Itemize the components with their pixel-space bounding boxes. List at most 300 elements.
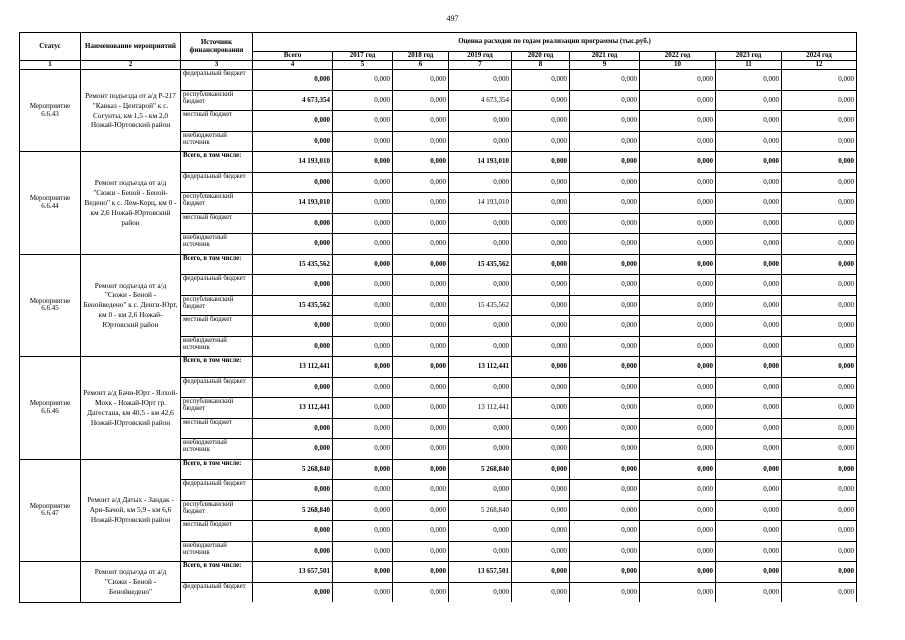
total-cell: 14 193,010 [253,193,333,214]
total-cell: 13 112,441 [253,357,333,378]
year-value-cell: 0,000 [393,316,449,337]
year-value-cell: 0,000 [570,480,640,501]
year-value-cell: 0,000 [570,295,640,316]
year-value-cell: 0,000 [782,336,857,357]
funding-source-cell: местный бюджет [181,521,253,542]
year-value-cell: 0,000 [716,357,782,378]
funding-source-cell: республиканский бюджет [181,500,253,521]
funding-source-cell: местный бюджет [181,111,253,132]
year-value-cell: 0,000 [449,111,512,132]
year-value-cell: 0,000 [782,398,857,419]
year-value-cell: 0,000 [782,541,857,562]
header-column-number: 2 [81,61,181,70]
year-value-cell: 0,000 [512,131,570,152]
year-value-cell: 0,000 [333,480,393,501]
year-value-cell: 0,000 [782,521,857,542]
year-value-cell: 0,000 [570,316,640,337]
funding-source-cell: внебюджетный источник [181,336,253,357]
year-value-cell: 0,000 [570,213,640,234]
year-value-cell: 0,000 [333,90,393,111]
year-value-cell: 0,000 [782,439,857,460]
year-value-cell: 0,000 [640,459,716,480]
year-value-cell: 0,000 [333,439,393,460]
header-column-number: 7 [449,61,512,70]
header-column-number: 8 [512,61,570,70]
year-value-cell: 0,000 [640,152,716,173]
year-value-cell: 0,000 [393,377,449,398]
year-value-cell: 14 193,010 [449,152,512,173]
total-cell: 14 193,010 [253,152,333,173]
year-value-cell: 0,000 [393,234,449,255]
total-cell: 0,000 [253,521,333,542]
year-value-cell: 0,000 [570,521,640,542]
year-value-cell: 0,000 [782,213,857,234]
funding-source-cell: Всего, в том числе: [181,152,253,173]
funding-source-cell: федеральный бюджет [181,480,253,501]
year-value-cell: 0,000 [393,398,449,419]
year-value-cell: 0,000 [333,562,393,583]
year-value-cell: 0,000 [512,459,570,480]
total-cell: 4 673,354 [253,90,333,111]
year-value-cell: 0,000 [716,234,782,255]
year-value-cell: 0,000 [782,377,857,398]
year-value-cell: 0,000 [333,316,393,337]
year-value-cell: 0,000 [716,459,782,480]
year-value-cell: 0,000 [716,111,782,132]
header-year: 2024 год [782,52,857,61]
measure-name-cell: Ремонт а/д Датых - Зандак - Ари-Бачой, км 5,9 - км 6,6 Ножай-Юртовский район [81,459,181,562]
header-name: Наименование мероприятий [81,33,181,61]
year-value-cell: 0,000 [640,336,716,357]
year-value-cell: 0,000 [449,336,512,357]
year-value-cell: 0,000 [333,500,393,521]
year-value-cell: 0,000 [716,562,782,583]
year-value-cell: 0,000 [393,111,449,132]
year-value-cell: 14 193,010 [449,193,512,214]
year-value-cell: 0,000 [640,213,716,234]
year-value-cell: 0,000 [782,275,857,296]
year-value-cell: 0,000 [512,193,570,214]
year-value-cell: 0,000 [570,275,640,296]
year-value-cell: 0,000 [716,398,782,419]
total-cell: 0,000 [253,172,333,193]
status-cell [20,562,81,603]
year-value-cell: 0,000 [782,500,857,521]
year-value-cell: 0,000 [512,480,570,501]
year-value-cell: 0,000 [512,295,570,316]
year-value-cell: 0,000 [393,213,449,234]
status-cell: Мероприятие 6.6.47 [20,459,81,562]
year-value-cell: 0,000 [716,500,782,521]
header-year: 2023 год [716,52,782,61]
year-value-cell: 0,000 [393,295,449,316]
year-value-cell: 0,000 [449,541,512,562]
year-value-cell: 0,000 [716,521,782,542]
total-cell: 0,000 [253,377,333,398]
year-value-cell: 0,000 [640,521,716,542]
header-year: 2022 год [640,52,716,61]
header-column-number: 3 [181,61,253,70]
year-value-cell: 0,000 [333,70,393,91]
year-value-cell: 0,000 [570,70,640,91]
funding-source-cell: внебюджетный источник [181,131,253,152]
year-value-cell: 0,000 [716,193,782,214]
year-value-cell: 0,000 [333,459,393,480]
year-value-cell: 0,000 [716,90,782,111]
table-row [20,357,857,378]
year-value-cell: 0,000 [782,459,857,480]
header-column-number: 5 [333,61,393,70]
year-value-cell: 0,000 [782,131,857,152]
header-colnum-row [20,61,857,70]
budget-table [19,32,857,603]
header-year: 2020 год [512,52,570,61]
year-value-cell: 0,000 [570,131,640,152]
year-value-cell: 0,000 [782,70,857,91]
funding-source-cell: федеральный бюджет [181,70,253,91]
year-value-cell: 0,000 [782,480,857,501]
year-value-cell: 0,000 [449,213,512,234]
year-value-cell: 0,000 [640,418,716,439]
year-value-cell: 0,000 [393,275,449,296]
year-value-cell: 0,000 [449,480,512,501]
year-value-cell: 0,000 [640,480,716,501]
year-value-cell: 0,000 [393,521,449,542]
year-value-cell: 13 112,441 [449,357,512,378]
year-value-cell: 0,000 [570,234,640,255]
year-value-cell: 0,000 [570,111,640,132]
measure-name-cell: Ремонт подъезда от а/д "Сюжи - Беной - Бенойведено" [81,562,181,603]
year-value-cell: 0,000 [640,582,716,602]
year-value-cell: 0,000 [782,90,857,111]
year-value-cell: 0,000 [716,254,782,275]
table-row [20,562,857,583]
year-value-cell: 0,000 [570,357,640,378]
year-value-cell: 0,000 [782,295,857,316]
year-value-cell: 0,000 [333,541,393,562]
year-value-cell: 0,000 [512,398,570,419]
year-value-cell: 0,000 [716,336,782,357]
year-value-cell: 0,000 [449,131,512,152]
year-value-cell: 0,000 [716,418,782,439]
funding-source-cell: федеральный бюджет [181,275,253,296]
year-value-cell: 0,000 [640,90,716,111]
funding-source-cell: федеральный бюджет [181,172,253,193]
year-value-cell: 0,000 [393,562,449,583]
header-estimate: Оценка расходов по годам реализации программы (тыс.руб.) [253,33,857,52]
header-source: Источник финансирования [181,33,253,61]
year-value-cell: 0,000 [393,90,449,111]
year-value-cell: 0,000 [512,90,570,111]
year-value-cell: 0,000 [716,582,782,602]
year-value-cell: 0,000 [640,357,716,378]
header-column-number: 4 [253,61,333,70]
header-year: 2018 год [393,52,449,61]
year-value-cell: 0,000 [640,193,716,214]
year-value-cell: 0,000 [393,193,449,214]
year-value-cell: 0,000 [393,582,449,602]
total-cell: 13 657,501 [253,562,333,583]
funding-source-cell: местный бюджет [181,213,253,234]
year-value-cell: 0,000 [449,439,512,460]
year-value-cell: 0,000 [716,377,782,398]
year-value-cell: 0,000 [393,172,449,193]
year-value-cell: 0,000 [393,439,449,460]
funding-source-cell: внебюджетный источник [181,439,253,460]
year-value-cell: 0,000 [570,500,640,521]
total-cell: 0,000 [253,541,333,562]
table-row [20,70,857,91]
year-value-cell: 5 268,840 [449,459,512,480]
total-cell: 0,000 [253,275,333,296]
page-number: 497 [446,14,459,23]
year-value-cell: 0,000 [716,295,782,316]
year-value-cell: 0,000 [333,582,393,602]
header-year: 2017 год [333,52,393,61]
total-cell: 0,000 [253,336,333,357]
status-cell: Мероприятие 6.6.46 [20,357,81,460]
total-cell: 15 435,562 [253,295,333,316]
year-value-cell: 0,000 [449,521,512,542]
year-value-cell: 0,000 [570,541,640,562]
year-value-cell: 0,000 [512,70,570,91]
year-value-cell: 0,000 [570,439,640,460]
year-value-cell: 4 673,354 [449,90,512,111]
year-value-cell: 0,000 [570,254,640,275]
year-value-cell: 0,000 [640,562,716,583]
year-value-cell: 0,000 [782,357,857,378]
year-value-cell: 0,000 [512,418,570,439]
year-value-cell: 0,000 [716,316,782,337]
year-value-cell: 0,000 [512,316,570,337]
year-value-cell: 0,000 [570,152,640,173]
year-value-cell: 0,000 [782,316,857,337]
year-value-cell: 0,000 [333,254,393,275]
year-value-cell: 0,000 [782,254,857,275]
year-value-cell: 0,000 [640,377,716,398]
year-value-cell: 0,000 [570,459,640,480]
year-value-cell: 0,000 [512,172,570,193]
year-value-cell: 0,000 [716,541,782,562]
year-value-cell: 0,000 [640,500,716,521]
table-row [20,254,857,275]
year-value-cell: 0,000 [393,459,449,480]
year-value-cell: 0,000 [393,254,449,275]
header-year: Всего [253,52,333,61]
year-value-cell: 0,000 [716,213,782,234]
funding-source-cell: республиканский бюджет [181,193,253,214]
year-value-cell: 0,000 [782,152,857,173]
year-value-cell: 0,000 [333,336,393,357]
year-value-cell: 0,000 [333,418,393,439]
year-value-cell: 0,000 [570,582,640,602]
year-value-cell: 0,000 [512,541,570,562]
year-value-cell: 0,000 [782,582,857,602]
table-row [20,459,857,480]
year-value-cell: 0,000 [716,152,782,173]
year-value-cell: 0,000 [570,193,640,214]
year-value-cell: 0,000 [393,541,449,562]
total-cell: 0,000 [253,234,333,255]
year-value-cell: 0,000 [333,193,393,214]
year-value-cell: 13 657,501 [449,562,512,583]
year-value-cell: 0,000 [449,275,512,296]
year-value-cell: 0,000 [449,70,512,91]
year-value-cell: 0,000 [640,70,716,91]
funding-source-cell: Всего, в том числе: [181,459,253,480]
year-value-cell: 0,000 [716,275,782,296]
year-value-cell: 0,000 [512,234,570,255]
year-value-cell: 0,000 [782,111,857,132]
funding-source-cell: Всего, в том числе: [181,254,253,275]
year-value-cell: 0,000 [333,295,393,316]
year-value-cell: 0,000 [640,254,716,275]
total-cell: 0,000 [253,480,333,501]
year-value-cell: 0,000 [716,70,782,91]
total-cell: 0,000 [253,439,333,460]
year-value-cell: 0,000 [716,439,782,460]
header-column-number: 12 [782,61,857,70]
total-cell: 13 112,441 [253,398,333,419]
funding-source-cell: внебюджетный источник [181,541,253,562]
year-value-cell: 0,000 [333,111,393,132]
year-value-cell: 0,000 [512,111,570,132]
funding-source-cell: внебюджетный источник [181,234,253,255]
year-value-cell: 0,000 [570,377,640,398]
year-value-cell: 0,000 [782,193,857,214]
year-value-cell: 0,000 [393,480,449,501]
funding-source-cell: Всего, в том числе: [181,562,253,583]
year-value-cell: 0,000 [449,418,512,439]
total-cell: 5 268,840 [253,459,333,480]
status-cell: Мероприятие 6.6.44 [20,152,81,255]
year-value-cell: 0,000 [449,172,512,193]
year-value-cell: 15 435,562 [449,295,512,316]
year-value-cell: 0,000 [333,152,393,173]
year-value-cell: 0,000 [570,398,640,419]
year-value-cell: 0,000 [512,439,570,460]
year-value-cell: 0,000 [449,234,512,255]
year-value-cell: 0,000 [333,357,393,378]
header-column-number: 9 [570,61,640,70]
measure-name-cell: Ремонт подъезда от а/д "Сюжи - Беной - Беной-Ведено" к с. Лем-Корц, км 0 - км 2,6 Ножай-Юртовский район [81,152,181,255]
year-value-cell: 0,000 [716,480,782,501]
funding-source-cell: федеральный бюджет [181,582,253,602]
year-value-cell: 0,000 [782,234,857,255]
total-cell: 0,000 [253,213,333,234]
year-value-cell: 0,000 [512,562,570,583]
year-value-cell: 0,000 [640,111,716,132]
status-cell: Мероприятие 6.6.43 [20,70,81,152]
header-year: 2019 год [449,52,512,61]
year-value-cell: 0,000 [449,377,512,398]
funding-source-cell: местный бюджет [181,316,253,337]
year-value-cell: 0,000 [333,521,393,542]
status-cell: Мероприятие 6.6.45 [20,254,81,357]
year-value-cell: 0,000 [512,213,570,234]
year-value-cell: 0,000 [640,172,716,193]
funding-source-cell: федеральный бюджет [181,377,253,398]
funding-source-cell: местный бюджет [181,418,253,439]
year-value-cell: 0,000 [716,172,782,193]
year-value-cell: 0,000 [570,336,640,357]
year-value-cell: 0,000 [570,418,640,439]
year-value-cell: 0,000 [782,418,857,439]
year-value-cell: 0,000 [393,131,449,152]
year-value-cell: 0,000 [640,234,716,255]
year-value-cell: 0,000 [333,275,393,296]
year-value-cell: 0,000 [333,131,393,152]
year-value-cell: 0,000 [640,541,716,562]
year-value-cell: 0,000 [333,172,393,193]
year-value-cell: 0,000 [393,152,449,173]
table-row [20,152,857,173]
year-value-cell: 0,000 [512,582,570,602]
total-cell: 5 268,840 [253,500,333,521]
year-value-cell: 0,000 [640,316,716,337]
header-column-number: 11 [716,61,782,70]
total-cell: 0,000 [253,582,333,602]
year-value-cell: 5 268,840 [449,500,512,521]
year-value-cell: 0,000 [782,172,857,193]
year-value-cell: 0,000 [512,152,570,173]
year-value-cell: 13 112,441 [449,398,512,419]
year-value-cell: 0,000 [512,254,570,275]
measure-name-cell: Ремонт подъезда от а/д "Сюжи - Беной - Бенойведено" к с. Денги-Юрт, км 0 - км 2,6 Ножай-Юртовский район [81,254,181,357]
year-value-cell: 0,000 [393,336,449,357]
funding-source-cell: республиканский бюджет [181,295,253,316]
year-value-cell: 0,000 [570,562,640,583]
year-value-cell: 0,000 [570,172,640,193]
year-value-cell: 0,000 [512,275,570,296]
total-cell: 0,000 [253,70,333,91]
year-value-cell: 0,000 [333,213,393,234]
year-value-cell: 0,000 [393,418,449,439]
year-value-cell: 0,000 [640,295,716,316]
total-cell: 15 435,562 [253,254,333,275]
year-value-cell: 0,000 [640,275,716,296]
funding-source-cell: республиканский бюджет [181,90,253,111]
year-value-cell: 0,000 [393,70,449,91]
total-cell: 0,000 [253,131,333,152]
year-value-cell: 0,000 [512,521,570,542]
year-value-cell: 0,000 [512,357,570,378]
year-value-cell: 0,000 [716,131,782,152]
year-value-cell: 0,000 [782,562,857,583]
header-year: 2021 год [570,52,640,61]
year-value-cell: 0,000 [393,500,449,521]
year-value-cell: 0,000 [512,377,570,398]
year-value-cell: 0,000 [640,439,716,460]
year-value-cell: 15 435,562 [449,254,512,275]
funding-source-cell: республиканский бюджет [181,398,253,419]
measure-name-cell: Ремонт а/д Бачи-Юрт - Ялхой-Мохк - Ножай-Юрт гр. Дагестана, км 40,5 - км 42,6 Ножай-Юртовский район [81,357,181,460]
year-value-cell: 0,000 [449,316,512,337]
year-value-cell: 0,000 [570,90,640,111]
total-cell: 0,000 [253,111,333,132]
year-value-cell: 0,000 [449,582,512,602]
year-value-cell: 0,000 [512,500,570,521]
measure-name-cell: Ремонт подъезда от а/д Р-217 "Кавказ - Центарой" к с. Согунты, км 1,5 - км 2,0 Ножай-Юртовский район [81,70,181,152]
funding-source-cell: Всего, в том числе: [181,357,253,378]
year-value-cell: 0,000 [640,131,716,152]
header-column-number: 6 [393,61,449,70]
year-value-cell: 0,000 [393,357,449,378]
header-column-number: 1 [20,61,81,70]
total-cell: 0,000 [253,316,333,337]
header-status: Статус [20,33,81,61]
year-value-cell: 0,000 [512,336,570,357]
